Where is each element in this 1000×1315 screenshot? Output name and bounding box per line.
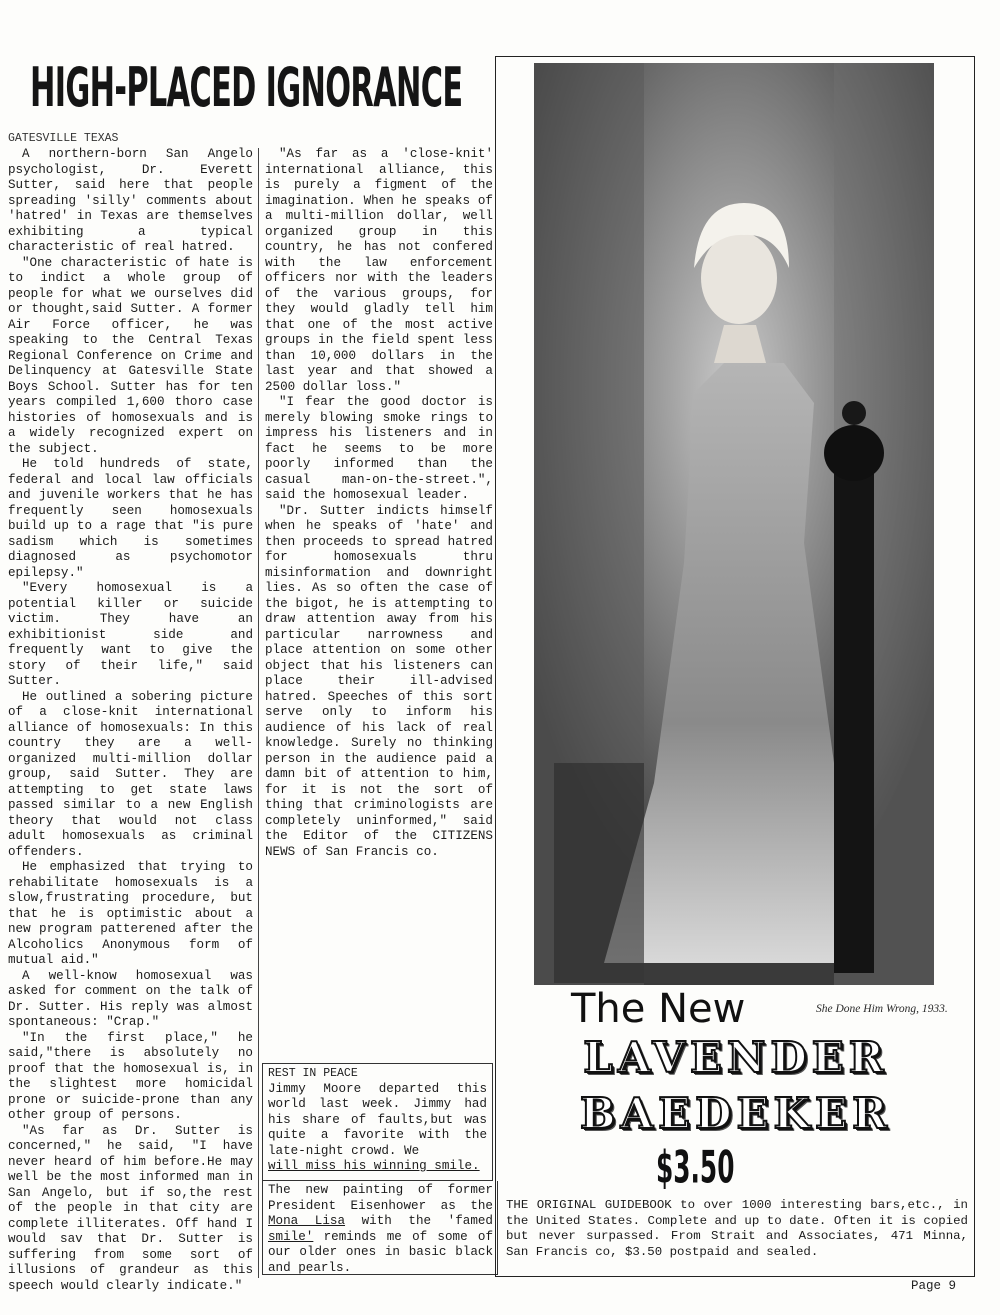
article-paragraph: He outlined a sobering picture of a close-knit international alliance of homosexuals: In this country they are a well-organized multi-million dollar group, said Sutter. They are attempting to get state laws passed similar to a new English theory that would not class adult homosexuals as criminal offenders. <box>8 689 253 859</box>
rest-in-peace-label: REST IN PEACE <box>268 1067 358 1080</box>
painting-note-text: The new painting of former President Eisenhower as the <box>268 1183 493 1213</box>
ad-price: $3.50 <box>656 1142 735 1194</box>
rest-in-peace-last-line: will miss his winning smile. <box>268 1159 480 1173</box>
painting-note-box <box>262 1181 498 1275</box>
article-paragraph: A northern-born San Angelo psychologist, Dr. Everett Sutter, said here that people spreading 'silly' comments about 'hatred' in Texas are themselves exhibiting a typical characteristic of real hatred. <box>8 147 253 254</box>
article-paragraph: "Dr. Sutter indicts himself when he speaks of 'hate' and then proceeds to spread hatred for homosexuals thru misinformation and downright lies. As so often the case of the bigot, he is attempting to draw attention away from his particular narrowness and place attention on some other object that his listeners can place their ill-advised hatred. Speeches of this sort serve only to inform his audience of his lack of real knowledge. Surely no thinking person in the audience paid a damn bit of attention to him, for it is not the sort of thing that criminologists are completely uninformed," said the Editor of the CITIZENS NEWS of San Francis co. <box>265 503 493 859</box>
headline: HIGH-PLACED IGNORANCE <box>30 55 463 119</box>
film-still-photo <box>534 63 934 985</box>
photo-caption: She Done Him Wrong, 1933. <box>816 1003 948 1015</box>
article-paragraph: "I fear the good doctor is merely blowing smoke rings to impress his listeners and in fact he seems to be more poorly informed than the casual man-on-the-street.", said the homosexual leader. <box>265 395 493 502</box>
lavender-baedeker-ad <box>495 56 975 1277</box>
film-still-illustration <box>534 63 934 985</box>
article-paragraph: He emphasized that trying to rehabilitate homosexuals is a slow,frustrating procedure, but that he is optimistic about a new program patterened after the Alcoholics Anonymous form of mutual aid." <box>8 860 253 967</box>
ad-body: to over 1000 interesting bars,etc., in the United States. Complete and up to date. Often it is copied but never surpassed. From Strait and Associates, 471 Minna, San Francis co, $3.50 postpaid and sealed. <box>506 1198 968 1259</box>
ad-title-baedeker: BAEDEKER <box>580 1089 892 1138</box>
ad-description <box>506 1198 968 1260</box>
article-paragraph: "In the first place," he said,"there is absolutely no proof that the homosexual is, in the slightest more homicidal prone or suicide-prone than any other group of persons. <box>8 1030 253 1122</box>
painting-note-text: with the 'famed <box>345 1214 493 1228</box>
article-paragraph: "As far as a 'close-knit' international alliance, this is purely a figment of the imagination. When he speaks of a multi-million dollar, well organized group in this country, he has not confered with the law enforcement officers nor with the leaders of the various groups, for they would gladly tell him that one of the most active groups in the field spent less than 10,000 dollars in the last year and that showed a 2500 dollar loss." <box>265 147 493 394</box>
article-paragraph: "One characteristic of hate is to indict a whole group of people for what we ourselves did or thought,said Sutter. A former Air Force officer, he was speaking to the Central Texas Regional Conference on Crime and Delinquency at Gatesville State Boys School. Sutter has for ten years compiled 1,600 thoro case histories of homosexuals and is a widely recognized expert on the subject. <box>8 255 253 456</box>
ad-title-lavender: LAVENDER <box>583 1033 889 1082</box>
painting-note-mona-lisa: Mona Lisa <box>268 1214 346 1228</box>
article-paragraph: "As far as Dr. Sutter is concerned," he said, "I have never heard of him before.He may well be the most informed man in San Angelo, but if so,the rest of the people in that city are complete illiterates. Off hand I would sav that Dr. Sutter is suffering from some sort of illusions of grandeur as this speech would clearly indicate." <box>8 1123 253 1293</box>
article-column-middle <box>265 147 493 1062</box>
article-column-left <box>8 147 253 1293</box>
article-paragraph: "Every homosexual is a potential killer or suicide victim. They have an exhibitionist side and frequently want to give the story of their life," said Sutter. <box>8 581 253 688</box>
column-divider <box>258 148 259 1278</box>
rest-in-peace-body: Jimmy Moore departed this world last week. Jimmy had his share of faults,but was quite a favorite with the late-night crowd. We <box>268 1081 487 1158</box>
article-paragraph: He told hundreds of state, federal and local law officials and juvenile workers that he has frequently seen homosexuals build up to a rage that "is pure sadism which is sometimes diagnosed as psychomotor epilepsy." <box>8 457 253 580</box>
ad-lead: THE ORIGINAL GUIDEBOOK <box>506 1198 672 1212</box>
rest-in-peace-box <box>262 1063 493 1181</box>
dateline: GATESVILLE TEXAS <box>8 132 119 145</box>
painting-note-smile: smile' <box>268 1229 314 1244</box>
article-paragraph: A well-know homosexual was asked for comment on the talk of Dr. Sutter. His reply was almost spontaneous: "Crap." <box>8 968 253 1029</box>
ad-the-new: The New <box>571 986 746 1032</box>
page-number: Page 9 <box>911 1279 957 1293</box>
painting-note-text: reminds me of some of our older ones in basic black and pearls. <box>268 1229 493 1275</box>
